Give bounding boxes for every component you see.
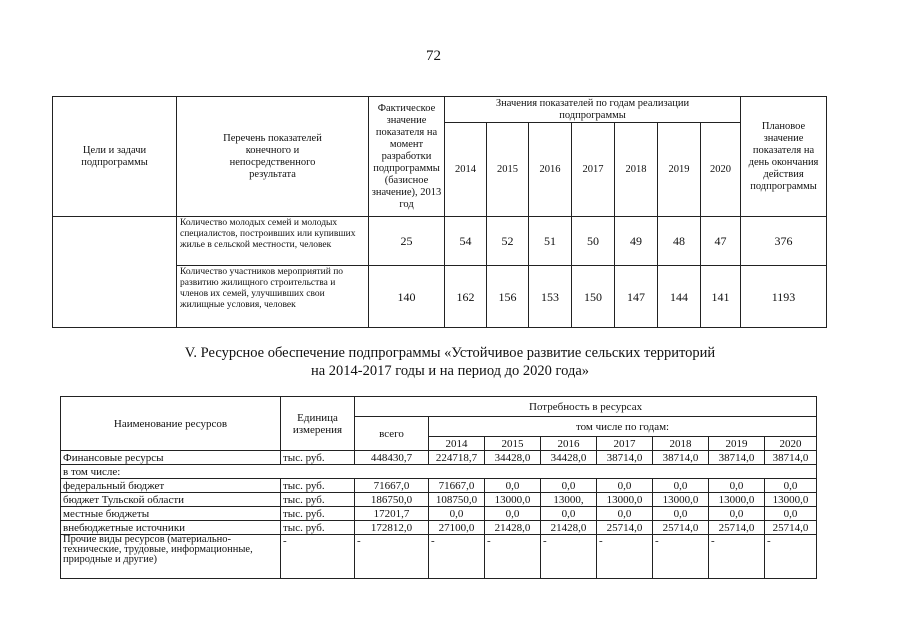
section-heading-line2: на 2014-2017 годы и на период до 2020 года» <box>310 363 590 379</box>
header-total: всего <box>355 417 429 451</box>
year-header: 2019 <box>709 437 765 451</box>
header-goals: Цели и задачи подпрограммы <box>53 97 177 217</box>
resource-value: 38714,0 <box>709 451 765 465</box>
dash-value: - <box>485 535 541 579</box>
header-resource-name: Наименование ресурсов <box>61 397 281 451</box>
resource-value: 13000,0 <box>653 493 709 507</box>
resource-name: Финансовые ресурсы <box>61 451 281 465</box>
dash-value: - <box>597 535 653 579</box>
year-value: 48 <box>658 217 701 266</box>
in-that-number-label: в том числе: <box>61 465 817 479</box>
year-header: 2017 <box>572 123 615 217</box>
dash-value: - <box>709 535 765 579</box>
resource-value: 13000,0 <box>765 493 817 507</box>
year-value: 51 <box>529 217 572 266</box>
section-heading-line1: V. Ресурсное обеспечение подпрограммы «Устойчивое развитие сельских территорий <box>184 345 716 361</box>
resource-unit: тыс. руб. <box>281 521 355 535</box>
header-fact: Фактическое значение показателя на момент разработки подпрограммы (базисное значение), 2013 год <box>369 97 445 217</box>
resource-name: местные бюджеты <box>61 507 281 521</box>
other-resources-name: Прочие виды ресурсов (материально-технические, трудовые, информационные, природные и другие) <box>61 535 281 579</box>
resource-name: внебюджетные источники <box>61 521 281 535</box>
resource-value: 13000,0 <box>709 493 765 507</box>
resource-unit: тыс. руб. <box>281 451 355 465</box>
resources-table <box>60 396 817 579</box>
indicator-text: Количество участников мероприятий по развитию жилищного строительства и членов их семей, улучшивших свои жилищные условия, человек <box>177 266 369 328</box>
header-by-years: том числе по годам: <box>429 417 817 437</box>
resource-unit: тыс. руб. <box>281 479 355 493</box>
year-header: 2018 <box>615 123 658 217</box>
resource-name: бюджет Тульской области <box>61 493 281 507</box>
resource-value: 0,0 <box>485 479 541 493</box>
indicator-text: Количество молодых семей и молодых специалистов, построивших или купивших жилье в сельской местности, человек <box>177 217 369 266</box>
goals-cell <box>53 217 177 328</box>
year-header: 2020 <box>701 123 741 217</box>
resource-total: 186750,0 <box>355 493 429 507</box>
dash-value: - <box>355 535 429 579</box>
year-header: 2014 <box>445 123 487 217</box>
resource-value: 13000, <box>541 493 597 507</box>
year-value: 141 <box>701 266 741 328</box>
header-plan: Плановое значение показателя на день окончания действия подпрограммы <box>741 97 827 217</box>
resource-value: 0,0 <box>541 507 597 521</box>
year-value: 147 <box>615 266 658 328</box>
resource-value: 0,0 <box>653 479 709 493</box>
year-value: 47 <box>701 217 741 266</box>
resource-value: 0,0 <box>485 507 541 521</box>
resource-value: 0,0 <box>597 507 653 521</box>
resource-total: 71667,0 <box>355 479 429 493</box>
year-header: 2020 <box>765 437 817 451</box>
dash-value: - <box>281 535 355 579</box>
resource-value: 0,0 <box>709 507 765 521</box>
year-value: 144 <box>658 266 701 328</box>
fact-value: 140 <box>369 266 445 328</box>
resource-value: 71667,0 <box>429 479 485 493</box>
year-header: 2015 <box>487 123 529 217</box>
resource-value: 38714,0 <box>653 451 709 465</box>
resource-unit: тыс. руб. <box>281 507 355 521</box>
resource-value: 0,0 <box>597 479 653 493</box>
resource-value: 38714,0 <box>765 451 817 465</box>
resource-value: 0,0 <box>709 479 765 493</box>
resource-value: 0,0 <box>765 479 817 493</box>
year-value: 49 <box>615 217 658 266</box>
year-header: 2015 <box>485 437 541 451</box>
year-header: 2017 <box>597 437 653 451</box>
resource-value: 0,0 <box>653 507 709 521</box>
year-value: 50 <box>572 217 615 266</box>
dash-value: - <box>653 535 709 579</box>
year-value: 156 <box>487 266 529 328</box>
resource-total: 172812,0 <box>355 521 429 535</box>
header-indicators: Перечень показателей конечного и непосредственного результата <box>177 97 369 217</box>
dash-value: - <box>429 535 485 579</box>
year-header: 2016 <box>529 123 572 217</box>
resource-name: федеральный бюджет <box>61 479 281 493</box>
resource-value: 0,0 <box>765 507 817 521</box>
year-header: 2019 <box>658 123 701 217</box>
resource-value: 0,0 <box>541 479 597 493</box>
year-value: 162 <box>445 266 487 328</box>
year-header: 2014 <box>429 437 485 451</box>
resource-value: 34428,0 <box>485 451 541 465</box>
resource-value: 38714,0 <box>597 451 653 465</box>
resource-value: 108750,0 <box>429 493 485 507</box>
resource-total: 448430,7 <box>355 451 429 465</box>
dash-value: - <box>541 535 597 579</box>
resource-value: 21428,0 <box>541 521 597 535</box>
header-years-group: Значения показателей по годам реализации подпрограммы <box>445 97 741 123</box>
page-number: 72 <box>426 48 441 64</box>
resource-value: 13000,0 <box>485 493 541 507</box>
resource-value: 27100,0 <box>429 521 485 535</box>
year-value: 54 <box>445 217 487 266</box>
dash-value: - <box>765 535 817 579</box>
resource-value: 25714,0 <box>653 521 709 535</box>
resource-value: 25714,0 <box>597 521 653 535</box>
indicators-table <box>52 96 827 328</box>
resource-value: 13000,0 <box>597 493 653 507</box>
header-need: Потребность в ресурсах <box>355 397 817 417</box>
fact-value: 25 <box>369 217 445 266</box>
year-value: 52 <box>487 217 529 266</box>
year-value: 153 <box>529 266 572 328</box>
header-unit: Единица измерения <box>281 397 355 451</box>
resource-value: 25714,0 <box>709 521 765 535</box>
resource-unit: тыс. руб. <box>281 493 355 507</box>
resource-value: 224718,7 <box>429 451 485 465</box>
plan-value: 376 <box>741 217 827 266</box>
resource-value: 34428,0 <box>541 451 597 465</box>
resource-value: 0,0 <box>429 507 485 521</box>
year-header: 2016 <box>541 437 597 451</box>
year-header: 2018 <box>653 437 709 451</box>
plan-value: 1193 <box>741 266 827 328</box>
resource-value: 25714,0 <box>765 521 817 535</box>
resource-value: 21428,0 <box>485 521 541 535</box>
resource-total: 17201,7 <box>355 507 429 521</box>
year-value: 150 <box>572 266 615 328</box>
